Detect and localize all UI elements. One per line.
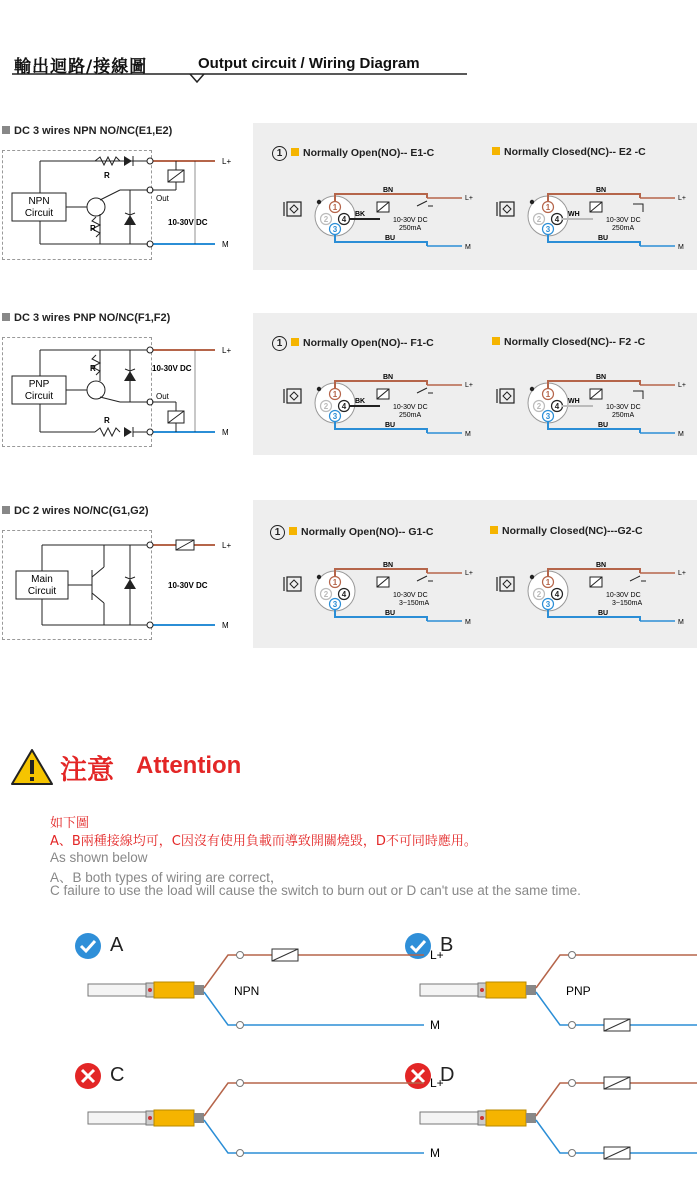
panel1-nc-pin-label-1: 1 — [545, 390, 551, 399]
section-pnp-title: DC 3 wires PNP NO/NC(F1,F2) — [2, 312, 170, 324]
panel1-no-m-label: M — [465, 431, 471, 438]
panel1-no-bn-wire — [335, 381, 427, 388]
panel0-no-pin-label-4: 4 — [341, 215, 347, 224]
npn-voltage: 10-30V DC — [168, 218, 208, 227]
attention-line2: A、B兩種接線均可，C因沒有使用負載而導致開關燒毀，D不可同時應用。 — [50, 834, 477, 849]
attention-line4: A、B both types of wiring are correct， — [50, 870, 284, 885]
panel2-2w-switch-no-icon — [417, 576, 427, 581]
panel2-2w-key-dot — [317, 575, 321, 579]
2wire-nc-title: Normally Closed(NC)---G2-C — [490, 525, 643, 537]
panel1-no-bn-label: BN — [383, 374, 394, 381]
pnp-circuit-label-2: Circuit — [24, 391, 54, 402]
npn-circuit-label-1: NPN — [28, 196, 50, 207]
attention-title-zh: 注意 — [60, 755, 114, 786]
main-lplus: L+ — [222, 541, 232, 550]
panel0-no-bu-wire — [335, 235, 427, 246]
panel0-nc-rating-2: 250mA — [612, 225, 635, 232]
panel1-no-rating-1: 10-30V DC — [393, 404, 428, 411]
npn-nc-title: Normally Closed(NC)-- E2 -C — [492, 146, 646, 158]
main-m: M — [222, 621, 229, 630]
panel0-nc-key-dot — [530, 200, 534, 204]
panel1-nc-bu-label: BU — [598, 422, 609, 429]
attention-line5: C failure to use the load will cause the switch to burn out or D can't use at the same time. — [50, 883, 581, 898]
panel2-2w-rating-2: 3~150mA — [399, 600, 430, 607]
pnp-circuit-label-1: PNP — [28, 379, 50, 390]
panel0-nc-sensor-icon — [500, 202, 514, 216]
panel2-2w-m-label: M — [678, 619, 684, 626]
panel0-nc-pin-label-1: 1 — [545, 203, 551, 212]
sensor-wiring-layer — [0, 900, 697, 1200]
panel1-nc-m-label: M — [678, 431, 684, 438]
panel2-2w-bu-label: BU — [385, 610, 396, 617]
panel0-no-key-dot — [317, 200, 321, 204]
option-b-sensor-led — [480, 988, 484, 992]
option-a-sensor-cable-head — [154, 982, 194, 998]
npn-circuit-label-2: Circuit — [24, 208, 54, 219]
option-a-m-terminal — [237, 1022, 244, 1029]
panel1-nc-bu-wire — [548, 422, 640, 433]
panel1-nc-switch-nc-icon — [633, 391, 643, 399]
panel2-2w-key-dot — [530, 575, 534, 579]
panel0-nc-bn-label: BN — [596, 187, 607, 194]
panel2-2w-lplus-label: L+ — [465, 570, 473, 577]
panel1-nc-sensor-diamond-icon — [503, 392, 511, 400]
panel0-no-switch-no-icon — [417, 201, 427, 206]
panel0-nc-bu-wire — [548, 235, 640, 246]
npn-m: M — [222, 240, 229, 249]
option-c-lplus-label: L+ — [430, 1076, 444, 1090]
panel2-2w-pin-label-2: 2 — [536, 590, 542, 599]
npn-lplus: L+ — [222, 157, 232, 166]
panel0-no-rating-1: 10-30V DC — [393, 217, 428, 224]
option-c-m-wire — [204, 1120, 424, 1153]
panel1-nc-rating-2: 250mA — [612, 412, 635, 419]
option-d-sensor-cable-end — [526, 1113, 536, 1123]
pnp-voltage: 10-30V DC — [152, 364, 192, 373]
option-b-sensor-body — [420, 984, 478, 996]
panel2-2w-pin-label-3: 3 — [545, 600, 551, 609]
pnp-r-label-side: R — [90, 364, 96, 373]
panel1-nc-signal-label: WH — [568, 398, 580, 405]
main-voltage: 10-30V DC — [168, 581, 208, 590]
panel1-nc-sensor-icon — [500, 389, 514, 403]
header-title-en: Output circuit / Wiring Diagram — [198, 55, 420, 72]
option-c-m-label: M — [430, 1146, 440, 1160]
panel1-no-bu-wire — [335, 422, 427, 433]
npn-out-label: Out — [156, 194, 169, 203]
panel2-2w-rating-1: 10-30V DC — [393, 592, 428, 599]
option-c-sensor-body — [88, 1112, 146, 1124]
pnp-out-label: Out — [156, 392, 169, 401]
option-d-sensor-body — [420, 1112, 478, 1124]
panel0-no-pin-label-1: 1 — [332, 203, 338, 212]
option-c-sensor-led — [148, 1116, 152, 1120]
option-d-sensor-led — [480, 1116, 484, 1120]
pnp-nc-title: Normally Closed(NC)-- F2 -C — [492, 336, 645, 348]
panel1-no-pin-label-1: 1 — [332, 390, 338, 399]
panel2-2w-pin-label-4: 4 — [554, 590, 560, 599]
panel1-nc-bn-label: BN — [596, 374, 607, 381]
option-d-lplus-terminal — [569, 1080, 576, 1087]
option-a-m-label: M — [430, 1018, 440, 1032]
panel2-2w-switch-no-icon — [630, 576, 640, 581]
option-a-sensor-led — [148, 988, 152, 992]
warning-icon — [10, 748, 54, 786]
option-b-type-label: PNP — [566, 984, 591, 998]
panel0-no-lplus-label: L+ — [465, 195, 473, 202]
option-b-sensor-cable-end — [526, 985, 536, 995]
panel0-nc-m-label: M — [678, 244, 684, 251]
panel1-no-lplus-label: L+ — [465, 382, 473, 389]
option-d-sensor-cable-head — [486, 1110, 526, 1126]
option-b-m-terminal — [569, 1022, 576, 1029]
attention-title-en: Attention — [136, 752, 242, 779]
panel1-no-rating-2: 250mA — [399, 412, 422, 419]
npn-r-label-side: R — [90, 224, 96, 233]
panel2-2w-sensor-diamond-icon — [290, 580, 298, 588]
panel1-nc-pin-label-4: 4 — [554, 402, 560, 411]
pnp-r-label-bottom: R — [104, 416, 110, 425]
panel2-2w-pin-label-1: 1 — [545, 578, 551, 587]
panel0-no-bn-wire — [335, 194, 427, 201]
section-npn-title: DC 3 wires NPN NO/NC(E1,E2) — [2, 125, 172, 137]
panel2-2w-bu-wire — [548, 610, 640, 621]
attention-line3: As shown below — [50, 850, 148, 865]
panel1-no-pin-label-2: 2 — [323, 402, 329, 411]
panel2-2w-lplus-label: L+ — [678, 570, 686, 577]
pnp-lplus: L+ — [222, 346, 232, 355]
option-c-lplus-wire — [204, 1083, 424, 1116]
panel2-2w-bn-label: BN — [383, 562, 394, 569]
option-c-lplus-terminal — [237, 1080, 244, 1087]
panel2-2w-bn-wire — [335, 569, 427, 576]
option-a-sensor-cable-end — [194, 985, 204, 995]
panel1-no-pin-label-3: 3 — [332, 412, 338, 421]
panel1-no-signal-label: BK — [355, 398, 366, 405]
panel0-no-rating-2: 250mA — [399, 225, 422, 232]
attention-line1: 如下圖 — [50, 816, 90, 831]
panel0-no-signal-label: BK — [355, 211, 366, 218]
option-c-sensor-cable-head — [154, 1110, 194, 1126]
panel2-2w-rating-2: 3~150mA — [612, 600, 643, 607]
panel2-2w-bn-label: BN — [596, 562, 607, 569]
panel1-no-bu-label: BU — [385, 422, 396, 429]
option-c-sensor-cable-end — [194, 1113, 204, 1123]
panel1-no-sensor-diamond-icon — [290, 392, 298, 400]
section-2wire-title: DC 2 wires NO/NC(G1,G2) — [2, 505, 148, 517]
panel0-no-bu-label: BU — [385, 235, 396, 242]
panel1-nc-lplus-label: L+ — [678, 382, 686, 389]
option-b-sensor-cable-head — [486, 982, 526, 998]
panel0-nc-bn-wire — [548, 194, 640, 201]
option-b-lplus-terminal — [569, 952, 576, 959]
option-d-letter: D — [440, 1064, 455, 1086]
panel0-nc-rating-1: 10-30V DC — [606, 217, 641, 224]
panel1-no-key-dot — [317, 387, 321, 391]
panel1-nc-pin-label-3: 3 — [545, 412, 551, 421]
panel1-no-switch-no-icon — [417, 388, 427, 393]
panel0-nc-switch-nc-icon — [633, 204, 643, 212]
panel2-2w-pin-label-1: 1 — [332, 578, 338, 587]
npn-r-label-top: R — [104, 171, 110, 180]
panel0-no-bn-label: BN — [383, 187, 394, 194]
panel0-nc-lplus-label: L+ — [678, 195, 686, 202]
option-a-letter: A — [110, 934, 124, 956]
panel2-2w-rating-1: 10-30V DC — [606, 592, 641, 599]
panel2-2w-sensor-icon — [500, 577, 514, 591]
header-title-zh: 輸出迴路/接線圖 — [14, 57, 148, 77]
option-a-sensor-body — [88, 984, 146, 996]
panel2-2w-bu-label: BU — [598, 610, 609, 617]
panel1-no-sensor-icon — [287, 389, 301, 403]
pnp-m: M — [222, 428, 229, 437]
panel1-nc-pin-label-2: 2 — [536, 402, 542, 411]
option-a-lplus-terminal — [237, 952, 244, 959]
panel0-nc-bu-label: BU — [598, 235, 609, 242]
panel2-2w-pin-label-4: 4 — [341, 590, 347, 599]
option-c-letter: C — [110, 1064, 125, 1086]
option-b-lplus-wire — [536, 955, 697, 988]
option-d-m-terminal — [569, 1150, 576, 1157]
panel0-no-pin-label-3: 3 — [332, 225, 338, 234]
option-b-letter: B — [440, 934, 454, 956]
panel0-nc-pin-label-2: 2 — [536, 215, 542, 224]
panel1-nc-key-dot — [530, 387, 534, 391]
panel1-nc-rating-1: 10-30V DC — [606, 404, 641, 411]
option-a-type-label: NPN — [234, 984, 260, 998]
panel0-no-sensor-icon — [287, 202, 301, 216]
panel0-no-pin-label-2: 2 — [323, 215, 329, 224]
panel2-2w-bu-wire — [335, 610, 427, 621]
panel0-nc-signal-label: WH — [568, 211, 580, 218]
panel0-nc-pin-label-3: 3 — [545, 225, 551, 234]
main-circuit-label-1: Main — [31, 574, 53, 585]
panel0-no-m-label: M — [465, 244, 471, 251]
panel0-nc-sensor-diamond-icon — [503, 205, 511, 213]
option-a-lplus-label: L+ — [430, 948, 444, 962]
2wire-no-title: 1 Normally Open(NO)-- G1-C — [270, 525, 433, 540]
option-c-m-terminal — [237, 1150, 244, 1157]
panel0-nc-pin-label-4: 4 — [554, 215, 560, 224]
main-circuit-label-2: Circuit — [27, 586, 57, 597]
panel2-2w-m-label: M — [465, 619, 471, 626]
panel0-no-sensor-diamond-icon — [290, 205, 298, 213]
panel2-2w-sensor-diamond-icon — [503, 580, 511, 588]
panel1-nc-bn-wire — [548, 381, 640, 388]
pnp-no-title: 1 Normally Open(NO)-- F1-C — [272, 336, 434, 351]
panel2-2w-bn-wire — [548, 569, 640, 576]
panel2-2w-sensor-icon — [287, 577, 301, 591]
panel2-2w-pin-label-3: 3 — [332, 600, 338, 609]
npn-no-title: 1 Normally Open(NO)-- E1-C — [272, 146, 434, 161]
panel1-no-pin-label-4: 4 — [341, 402, 347, 411]
panel2-2w-pin-label-2: 2 — [323, 590, 329, 599]
